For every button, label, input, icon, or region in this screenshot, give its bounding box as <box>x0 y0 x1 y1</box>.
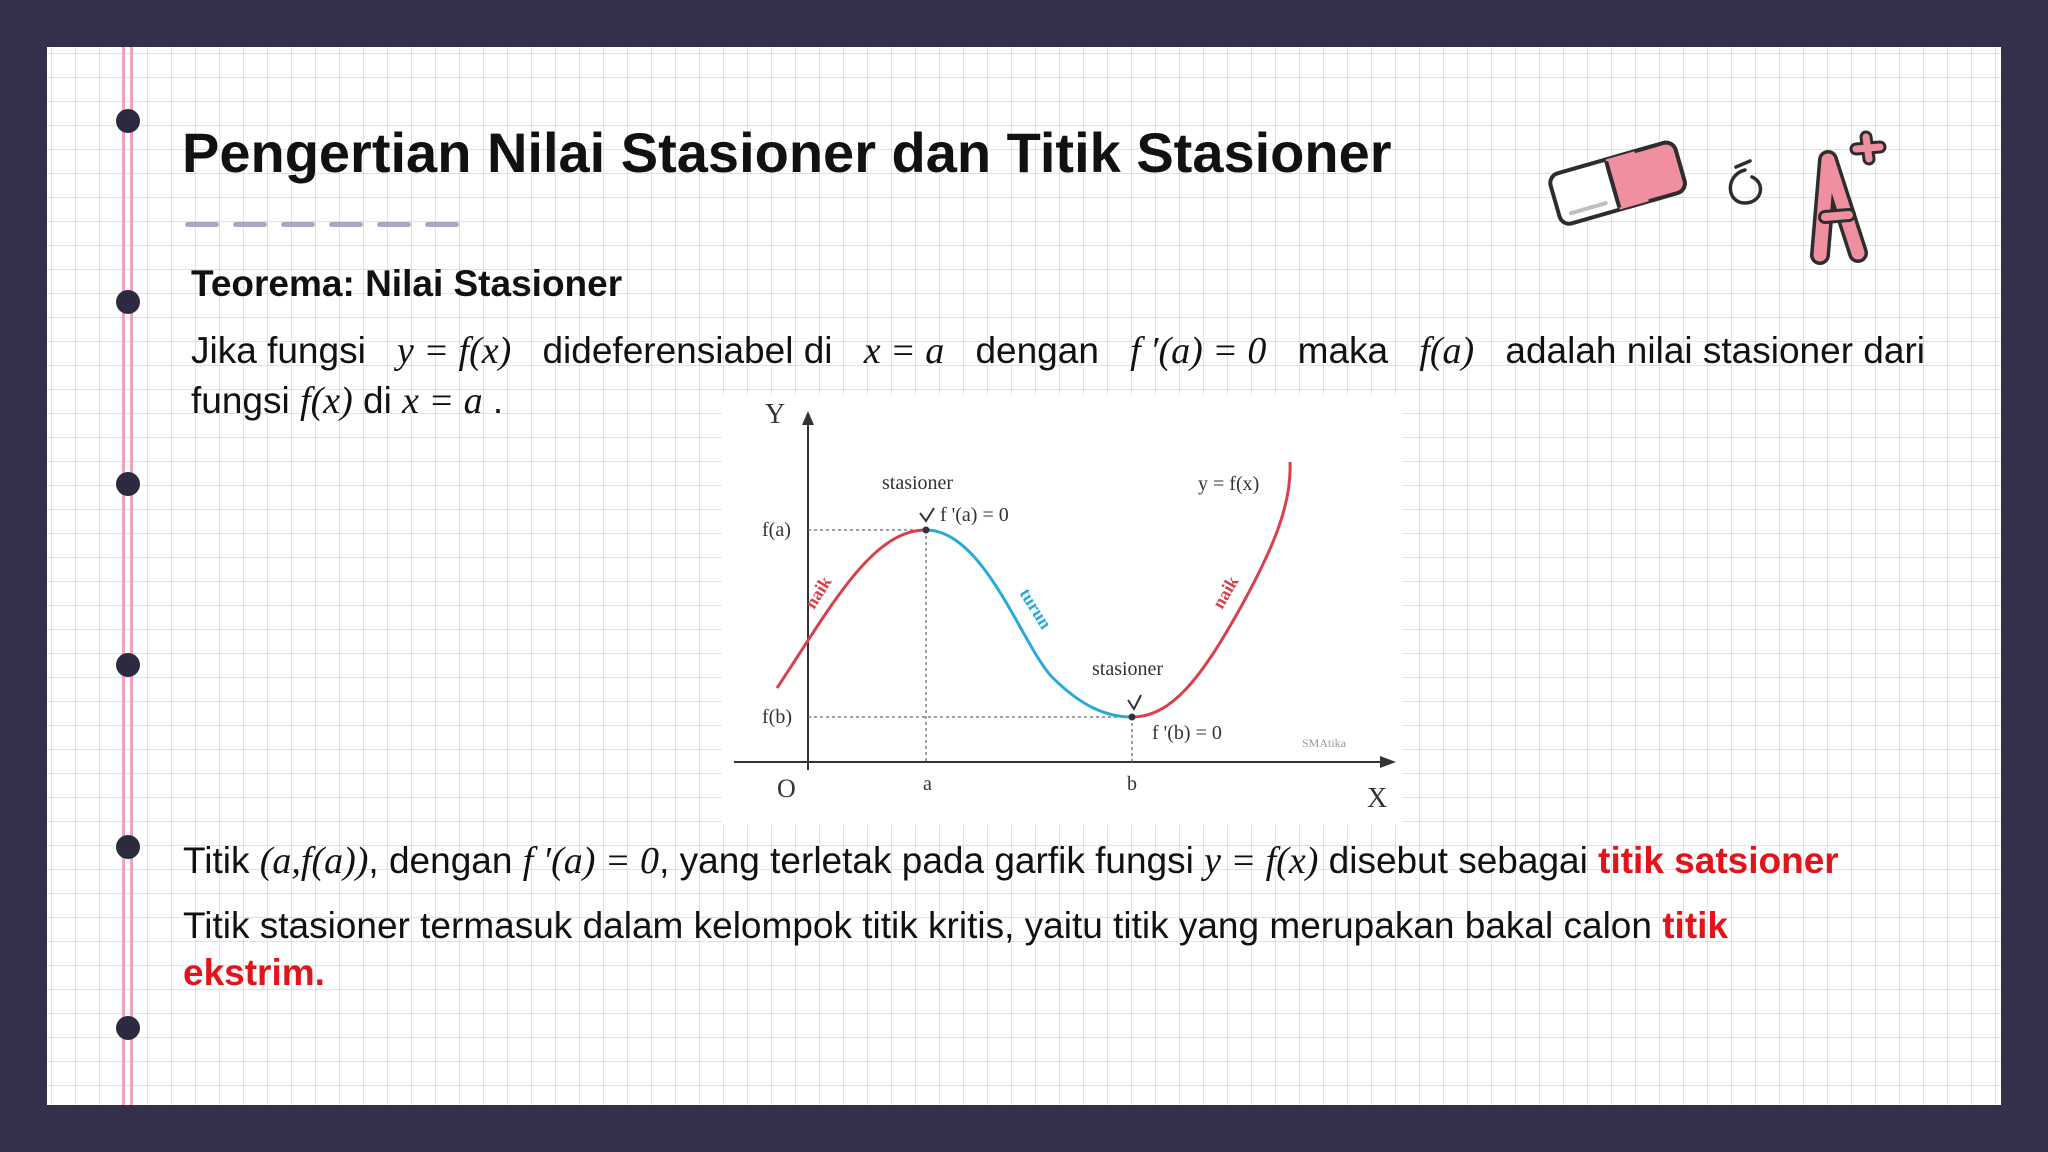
theorem-statement-line-2: fungsi f(x) di x = a . <box>191 380 504 422</box>
x-axis-label: X <box>1367 783 1388 814</box>
fprime-b-label: f '(b) = 0 <box>1152 722 1222 744</box>
margin-line <box>122 47 125 1105</box>
stationary-point-graph <box>722 395 1402 825</box>
highlight-titik-stasioner: titik satsioner <box>1598 840 1839 881</box>
fprime-a-label: f '(a) = 0 <box>940 504 1009 526</box>
theorem-statement-line-1: Jika fungsi y = f(x) dideferensiabel di x = a dengan f ′(a) = 0 maka f(a) adalah nilai stasioner dari <box>191 330 1925 372</box>
tick-b: b <box>1127 773 1137 795</box>
tick-a: a <box>923 773 932 795</box>
decorations <box>1540 125 1900 270</box>
binder-hole <box>116 653 140 677</box>
curve-label: y = f(x) <box>1198 473 1260 495</box>
highlight-titik: titik <box>1662 905 1729 946</box>
binder-hole <box>116 1016 140 1040</box>
watermark: SMAtika <box>1302 736 1347 750</box>
stationary-point-a <box>923 527 930 534</box>
highlight-ekstrim: ekstrim. <box>183 952 325 993</box>
y-axis-label: Y <box>765 399 786 430</box>
margin-line <box>130 47 133 1105</box>
stasioner-label-bottom: stasioner <box>1092 658 1164 680</box>
binder-hole <box>116 835 140 859</box>
naik-right-label: naik <box>1208 572 1243 612</box>
theorem-heading: Teorema: Nilai Stasioner <box>191 263 623 304</box>
stationary-point-sentence: Titik (a,f(a)), dengan f ′(a) = 0, yang terletak pada garfik fungsi y = f(x) disebut sebagai titik satsioner <box>183 840 1839 882</box>
tick-fa: f(a) <box>762 519 791 541</box>
origin-label: O <box>777 774 796 803</box>
stationary-point-b <box>1129 714 1136 721</box>
tick-fb: f(b) <box>762 706 792 728</box>
naik-left-label: naik <box>800 572 836 613</box>
critical-point-sentence-line-2 <box>183 952 325 995</box>
binder-hole <box>116 290 140 314</box>
stasioner-label-top: stasioner <box>882 472 954 494</box>
binder-hole <box>116 109 140 133</box>
page-title: Pengertian Nilai Stasioner dan Titik Stasioner <box>182 121 1392 184</box>
turun-label: turun <box>1015 584 1056 633</box>
doodle-icon <box>1730 161 1760 203</box>
eraser-icon <box>1548 140 1687 226</box>
critical-point-sentence: Titik stasioner termasuk dalam kelompok titik kritis, yaitu titik yang merupakan bakal calon titik <box>183 905 1729 946</box>
a-plus-icon <box>1820 137 1880 255</box>
binder-hole <box>116 472 140 496</box>
